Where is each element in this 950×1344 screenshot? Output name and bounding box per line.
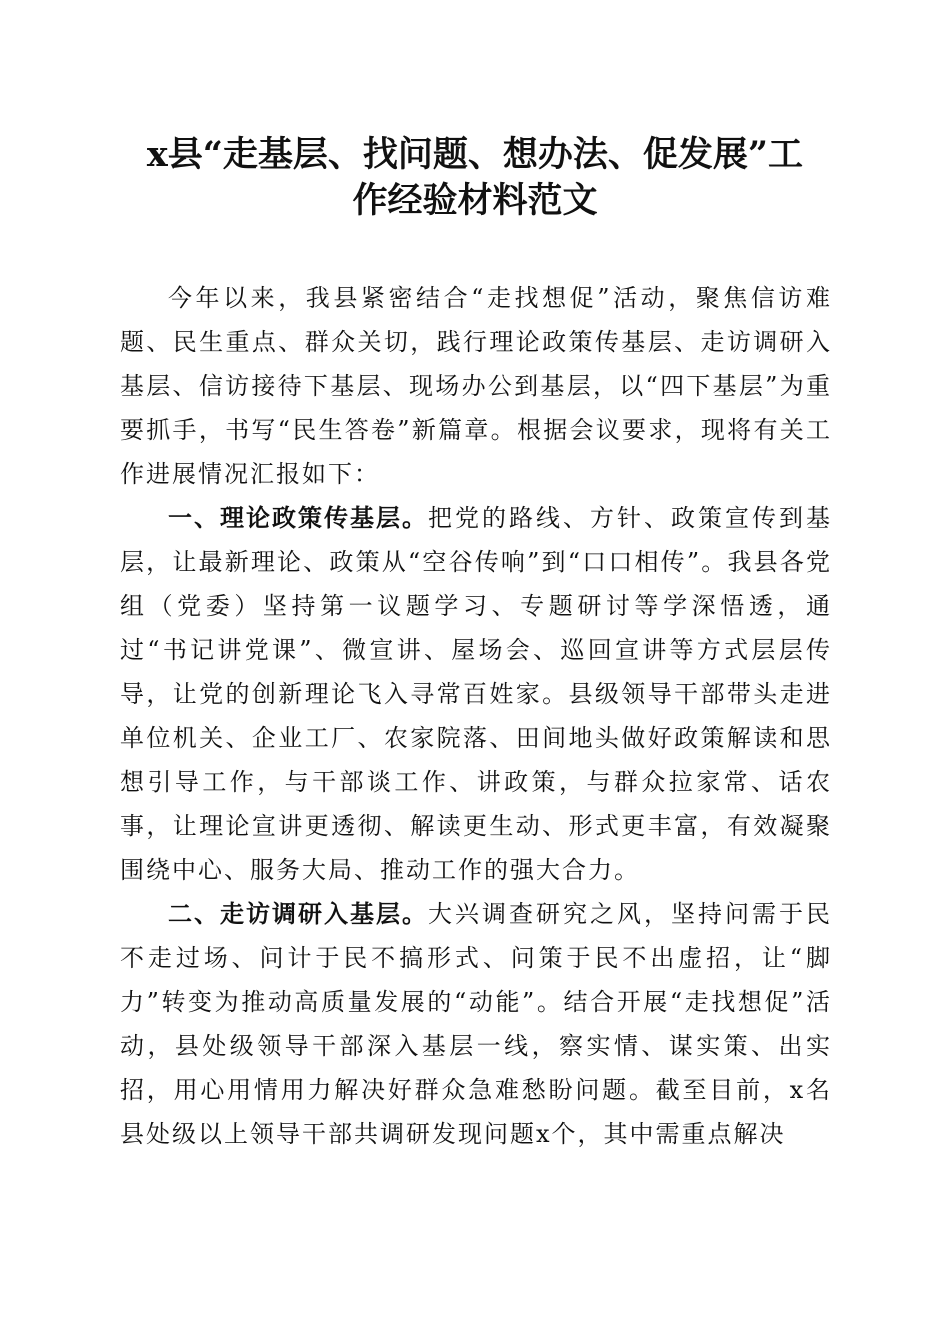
section-2-text: 大兴调查研究之风，坚持问需于民不走过场、问计于民不搞形式、问策于民不出虚招，让“脚力”转变为推动高质量发展的“动能”。结合开展“走找想促”活动，县处级领导干部深入基层一线，察实情、谋实策、出实招，用心用情用力解决好群众急难愁盼问题。截至目前，x名县处级以上领导干部共调研发现问题x个，其中需重点解决 [120, 900, 832, 1148]
section-2-paragraph [120, 892, 832, 1156]
document-title [110, 132, 840, 224]
title-line-2: 作经验材料范文 [352, 180, 598, 221]
section-1-text: 把党的路线、方针、政策宣传到基层，让最新理论、政策从“空谷传响”到“口口相传”。我县各党组（党委）坚持第一议题学习、专题研讨等学深悟透，通过“书记讲党课”、微宣讲、屋场会、巡回宣讲等方式层层传导，让党的创新理论飞入寻常百姓家。县级领导干部带头走进单位机关、企业工厂、农家院落、田间地头做好政策解读和思想引导工作，与干部谈工作、讲政策，与群众拉家常、话农事，让理论宣讲更透彻、解读更生动、形式更丰富，有效凝聚围绕中心、服务大局、推动工作的强大合力。 [120, 504, 832, 884]
section-1-heading: 一、理论政策传基层。 [168, 504, 428, 532]
document-body [120, 276, 832, 1156]
section-2-heading: 二、走访调研入基层。 [168, 900, 428, 928]
section-1-paragraph [120, 496, 832, 892]
intro-paragraph: 今年以来，我县紧密结合“走找想促”活动，聚焦信访难题、民生重点、群众关切，践行理论政策传基层、走访调研入基层、信访接待下基层、现场办公到基层，以“四下基层”为重要抓手，书写“民生答卷”新篇章。根据会议要求，现将有关工作进展情况汇报如下： [120, 284, 832, 488]
title-line-1: x县“走基层、找问题、想办法、促发展”工 [146, 134, 804, 175]
